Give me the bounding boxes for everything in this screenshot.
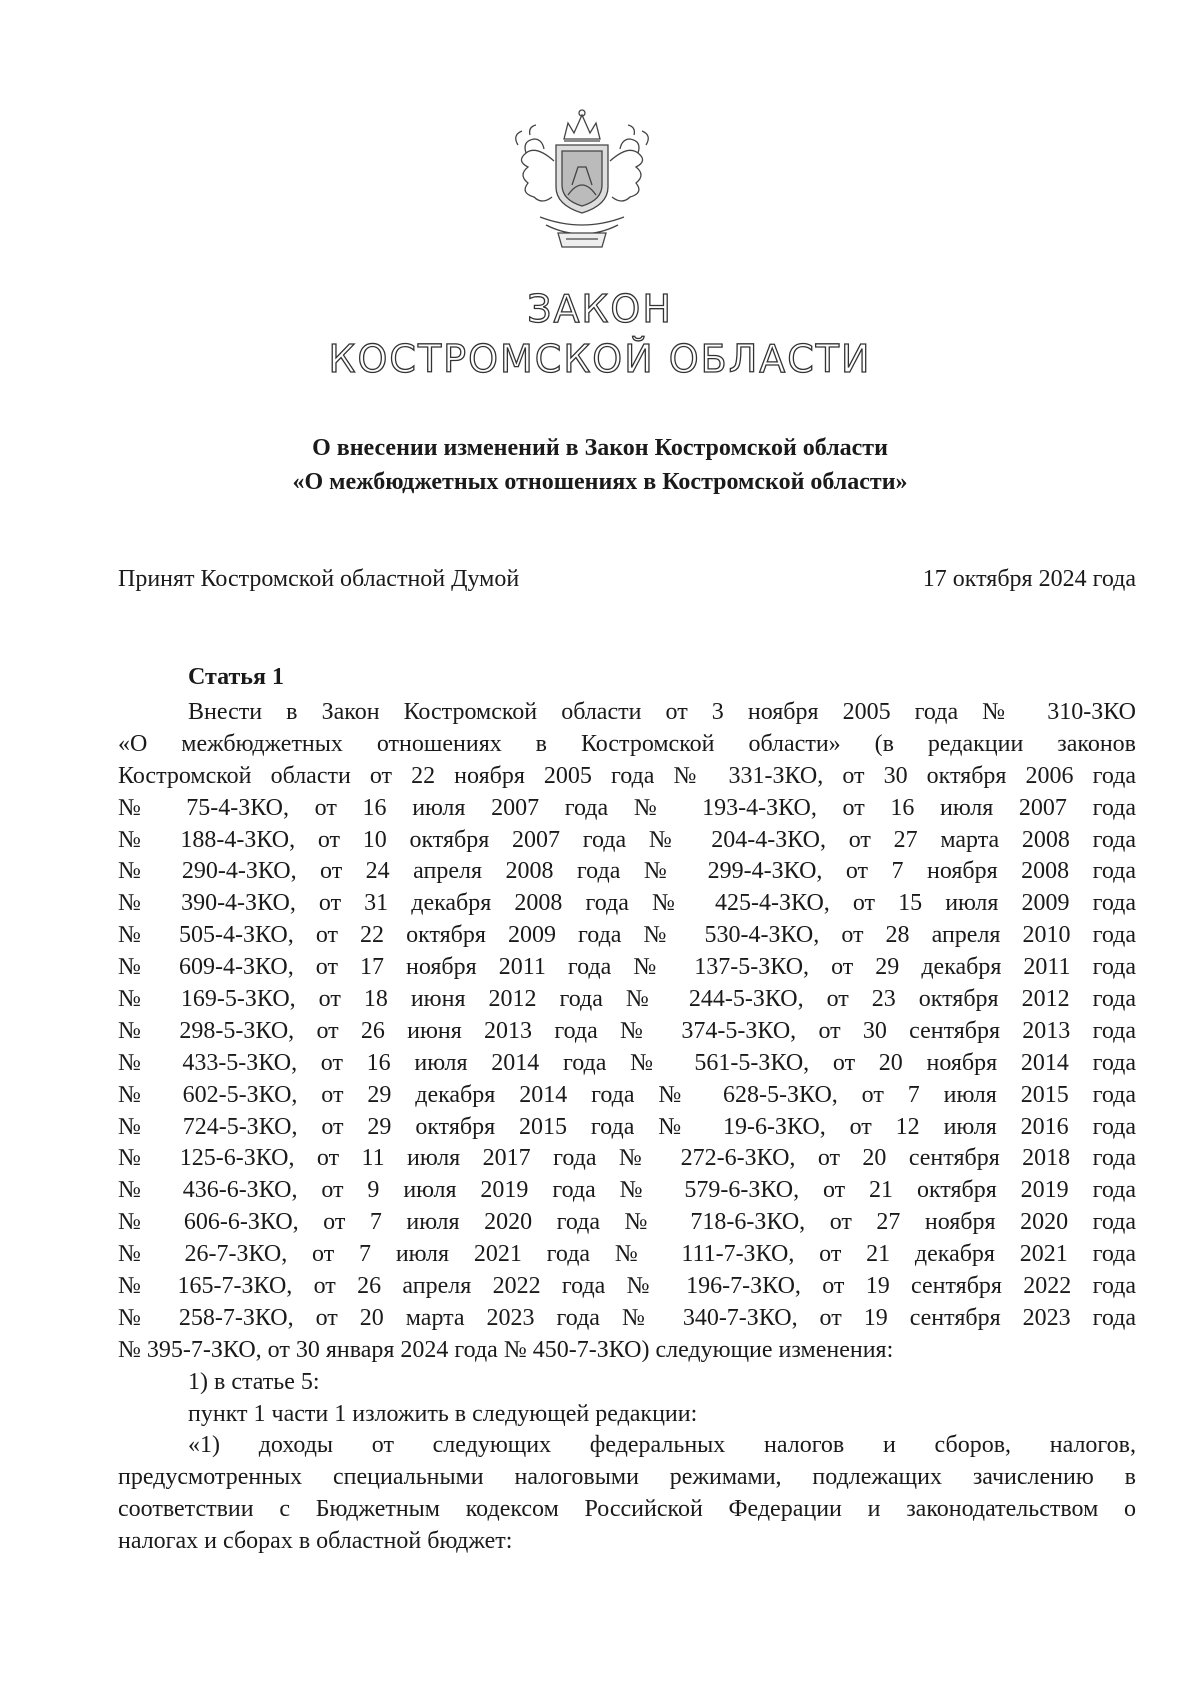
adopted-by: Принят Костромской областной Думой [118,566,520,592]
amendment-text-line: соответствии с Бюджетным кодексом Российской Федерации и законодательством о [118,1496,1136,1523]
article-line: № 433-5-ЗКО, от 16 июля 2014 года № 561-5-ЗКО, от 20 ноября 2014 года [118,1049,1136,1076]
article-line: № 395-7-ЗКО, от 30 января 2024 года № 450-7-ЗКО) следующие изменения: [118,1336,894,1363]
article-line: № 390-4-ЗКО, от 31 декабря 2008 года № 425-4-ЗКО, от 15 июля 2009 года [118,890,1136,917]
article-line: № 606-6-ЗКО, от 7 июля 2020 года № 718-6-ЗКО, от 27 ноября 2020 года [118,1209,1136,1236]
amendment-text-line: предусмотренных специальными налоговыми режимами, подлежащих зачислению в [118,1464,1136,1491]
article-line: № 75-4-ЗКО, от 16 июля 2007 года № 193-4-ЗКО, от 16 июля 2007 года [118,794,1136,821]
amendment-text-line: налогах и сборах в областной бюджет: [118,1528,513,1555]
article-line: № 505-4-ЗКО, от 22 октября 2009 года № 530-4-ЗКО, от 28 апреля 2010 года [118,922,1136,949]
article-line: № 188-4-ЗКО, от 10 октября 2007 года № 204-4-ЗКО, от 27 марта 2008 года [118,826,1136,853]
article-line: № 125-6-ЗКО, от 11 июля 2017 года № 272-6-ЗКО, от 20 сентября 2018 года [118,1145,1136,1172]
amendment-text-line: «1) доходы от следующих федеральных налогов и сборов, налогов, [188,1432,1136,1459]
amendment-item: 1) в статье 5: [188,1368,320,1395]
article-line: Внести в Закон Костромской области от 3 ноября 2005 года № 310-ЗКО [188,699,1136,725]
article-line: № 165-7-ЗКО, от 26 апреля 2022 года № 196-7-ЗКО, от 19 сентября 2022 года [118,1273,1136,1300]
article-line: № 298-5-ЗКО, от 26 июня 2013 года № 374-5-ЗКО, от 30 сентября 2013 года [118,1017,1136,1044]
law-heading-line-1: О внесении изменений в Закон Костромской области [312,435,888,461]
article-line: № 169-5-ЗКО, от 18 июня 2012 года № 244-5-ЗКО, от 23 октября 2012 года [118,986,1136,1013]
law-heading-line-2: «О межбюджетных отношениях в Костромской области» [292,469,908,495]
article-line: «О межбюджетных отношениях в Костромской области» (в редакции законов [118,730,1136,757]
article-line: № 602-5-ЗКО, от 29 декабря 2014 года № 628-5-ЗКО, от 7 июля 2015 года [118,1081,1136,1108]
article-line: Костромской области от 22 ноября 2005 года № 331-ЗКО, от 30 октября 2006 года [118,762,1136,789]
adoption-date: 17 октября 2024 года [922,566,1136,592]
article-line: № 26-7-ЗКО, от 7 июля 2021 года № 111-7-ЗКО, от 21 декабря 2021 года [118,1241,1136,1268]
article-line: № 290-4-ЗКО, от 24 апреля 2008 года № 299-4-ЗКО, от 7 ноября 2008 года [118,858,1136,885]
region-title: КОСТРОМСКОЙ ОБЛАСТИ [328,337,872,381]
coat-of-arms-icon [506,105,658,255]
article-line: № 609-4-ЗКО, от 17 ноября 2011 года № 137-5-ЗКО, от 29 декабря 2011 года [118,954,1136,981]
article-line: № 258-7-ЗКО, от 20 марта 2023 года № 340-7-ЗКО, от 19 сентября 2023 года [118,1304,1136,1331]
article-line: № 436-6-ЗКО, от 9 июля 2019 года № 579-6-ЗКО, от 21 октября 2019 года [118,1177,1136,1204]
article-line: № 724-5-ЗКО, от 29 октября 2015 года № 19-6-ЗКО, от 12 июля 2016 года [118,1113,1136,1140]
article-body [118,697,1136,1558]
law-title: ЗАКОН [527,287,673,331]
amendment-instruction: пункт 1 части 1 изложить в следующей редакции: [188,1400,698,1427]
article-title: Статья 1 [188,664,284,690]
